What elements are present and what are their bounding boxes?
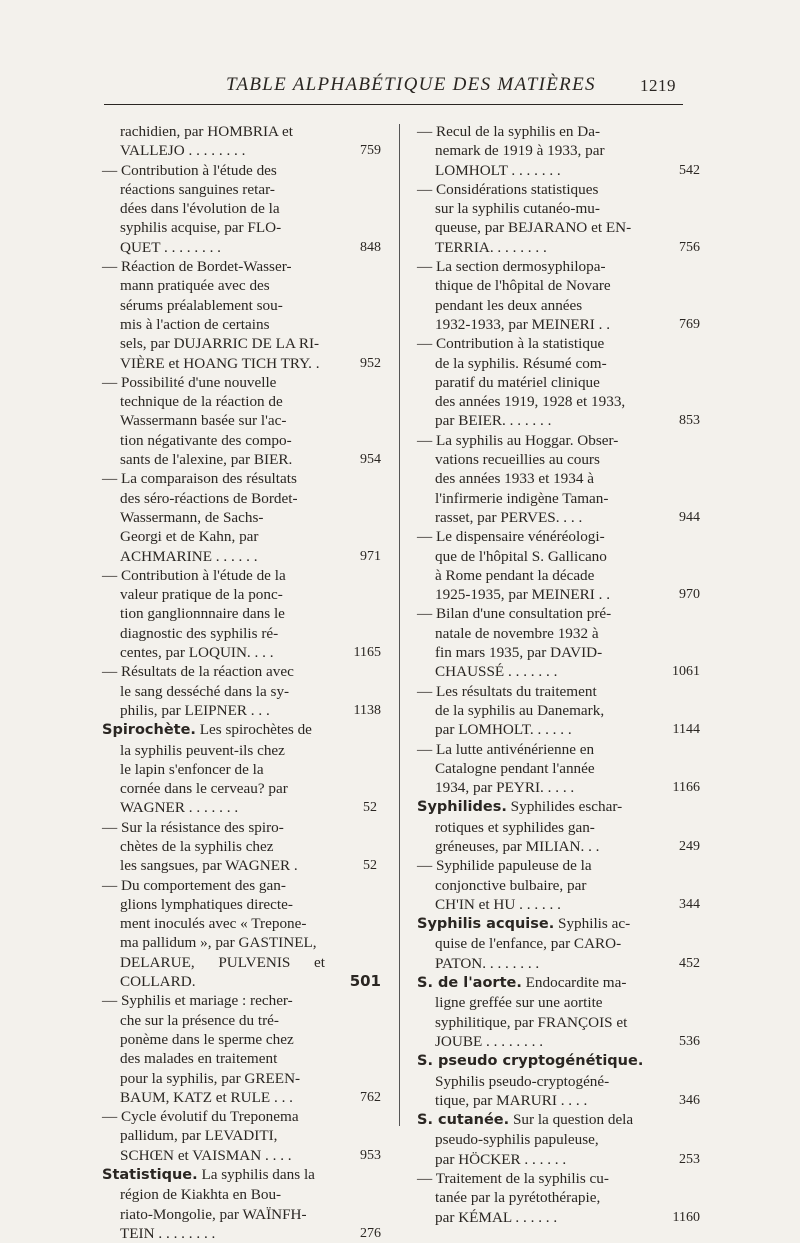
entry-page-number: 953 [360, 1147, 381, 1163]
entry-text: Syphilides eschar- rotiques et syphilides gan- gréneuses, par MILIAN. . . [435, 798, 623, 855]
entry-text: — Résultats de la réaction avec le sang desséché dans la sy- philis, par LEIPNER . . . [102, 663, 294, 719]
index-entry [417, 740, 700, 798]
running-title: TABLE ALPHABÉTIQUE DES MATIÈRES [226, 74, 596, 95]
index-entry [417, 122, 700, 180]
index-entry [417, 1110, 700, 1169]
index-entry [102, 662, 387, 720]
entry-heading: S. cutanée. [417, 1112, 510, 1129]
entry-page-number: 759 [360, 143, 381, 159]
entry-page-number: 954 [360, 452, 381, 468]
entry-text: — Du comportement des gan- glions lymphatiques directe- ment inoculés avec « Trepone- ma pallidum », par GASTINEL, DELARUE, PULVENIS et COLLARD. [102, 876, 325, 991]
index-entry [417, 180, 700, 257]
entry-text: — Syphilis et mariage : recher- che sur la présence du tré- ponème dans le sperme chez des malades en traitement pour la syphilis, par GREEN- BAUM, KATZ et RULE . . . [102, 992, 301, 1106]
entry-text: — Recul de la syphilis en Da- nemark de 1919 à 1933, par LOMHOLT . . . . . . . [417, 123, 605, 179]
index-entry [102, 257, 387, 373]
entry-page-number: 848 [360, 239, 381, 255]
index-entry [417, 527, 700, 604]
index-entry [417, 1169, 700, 1227]
entry-page-number: 1138 [353, 702, 381, 718]
entry-page-number: 501 [349, 972, 381, 991]
index-entry [102, 469, 387, 565]
entry-text: Les spirochètes de la syphilis peuvent-ils chez le lapin s'enfoncer de la cornée dans le cerveau? par WAGNER . . . . . . . [120, 721, 312, 817]
entry-text: La syphilis dans la région de Kiakhta en Bou- riato-Mongolie, par WAÏNFH- TEIN . . . . . . . . [120, 1166, 315, 1242]
entry-page-number: 1144 [672, 722, 700, 738]
entry-page-number: 536 [679, 1033, 700, 1049]
entry-page-number: 970 [679, 587, 700, 603]
entry-page-number: 1160 [672, 1209, 700, 1225]
entry-text: Syphilis pseudo-cryptogéné- tique, par MARURI . . . . [435, 1072, 610, 1109]
index-entry [417, 257, 700, 334]
index-entry [102, 1107, 387, 1165]
page-number: 1219 [640, 76, 676, 95]
entry-text: — Contribution à l'étude des réactions sanguines retar- dées dans l'évolution de la syphilis acquise, par FLO- QUET . . . . . . . . [102, 161, 282, 256]
index-entry [102, 122, 387, 161]
entry-text: — Cycle évolutif du Treponema pallidum, par LEVADITI, SCHŒN et VAISMAN . . . . [102, 1108, 299, 1164]
entry-page-number: 344 [679, 896, 700, 912]
column-divider [399, 124, 400, 1126]
entry-text: — Le dispensaire vénéréologi- que de l'hôpital S. Gallicano à Rome pendant la décade 1925-1935, par MEINERI . . [417, 528, 611, 604]
entry-text: — La section dermosyphilopa- thique de l'hôpital de Novare pendant les deux années 1932-1933, par MEINERI . . [417, 258, 611, 333]
entry-text: — Sur la résistance des spiro- chètes de la syphilis chez les sangsues, par WAGNER . [102, 818, 298, 875]
entry-page-number: 853 [679, 413, 700, 429]
right-column [417, 122, 700, 1227]
entry-text: — La comparaison des résultats des séro-réactions de Bordet- Wassermann, de Sachs- Georgi et de Kahn, par ACHMARINE . . . . . . [102, 470, 298, 565]
index-entry [417, 797, 700, 856]
entry-page-number: 756 [679, 239, 700, 255]
index-entry [102, 161, 387, 257]
index-entry [417, 856, 700, 914]
index-entry [102, 373, 387, 469]
index-entry: — Sur la résistance des spiro- chètes de la syphilis chez les sangsues, par WAGNER . 52 [102, 818, 377, 875]
entry-text: Syphilis ac- quise de l'enfance, par CARO- PATON. . . . . . . . [435, 915, 631, 972]
index-entry [417, 973, 700, 1051]
entry-text: — Contribution à la statistique de la syphilis. Résumé com- paratif du matériel clinique des années 1919, 1928 et 1933, par BEIER. . . . . . . [417, 335, 626, 430]
entry-page-number: 769 [679, 316, 700, 332]
entry-text: Sur la question dela pseudo-syphilis papuleuse, par HÖCKER . . . . . . [435, 1111, 634, 1168]
index-entry [102, 991, 387, 1107]
entry-page-number: 971 [360, 548, 381, 564]
entry-heading: Spirochète. [102, 722, 196, 739]
entry-page-number: 1166 [672, 780, 700, 796]
index-entry [102, 876, 387, 992]
entry-heading: S. pseudo cryptogénétique. [417, 1053, 644, 1070]
left-column [102, 122, 387, 1243]
entry-page-number: 1061 [672, 664, 700, 680]
entry-page-number: 952 [360, 355, 381, 371]
entry-text: — Contribution à l'étude de la valeur pratique de la ponc- tion ganglionnnaire dans le diagnostic des syphilis ré- centes, par LOQUIN. . . . [102, 566, 286, 662]
entry-page-number: 452 [679, 955, 700, 971]
entry-page-number: 944 [679, 509, 700, 525]
entry-text: Endocardite ma- ligne greffée sur une aortite syphilitique, par FRANÇOIS et JOUBE . . . . . . . . [435, 974, 628, 1050]
entry-text: — La syphilis au Hoggar. Obser- vations recueillies au cours des années 1933 et 1934 à l'infirmerie indigène Taman- rasset, par PERVES. . . . [417, 431, 619, 526]
entry-page-number: 253 [679, 1151, 700, 1167]
entry-heading: Syphilis acquise. [417, 916, 555, 933]
entry-page-number: 542 [679, 162, 700, 178]
entry-text: — Réaction de Bordet-Wasser- mann pratiquée avec des sérums préalablement sou- mis à l'action de certains sels, par DUJARRIC DE LA RI- VIÈRE et HOANG TICH TRY. . [102, 258, 320, 372]
index-entry [417, 431, 700, 527]
entry-text: — La lutte antivénérienne en Catalogne pendant l'année 1934, par PEYRI. . . . . [417, 740, 595, 797]
index-entry [102, 566, 387, 662]
index-entry [417, 682, 700, 740]
entry-text: — Considérations statistiques sur la syphilis cutanéo-mu- queuse, par BEJARANO et EN- TERRIA. . . . . . . . [417, 180, 632, 256]
entry-text: rachidien, par HOMBRIA et VALLEJO . . . . . . . . [120, 123, 293, 160]
entry-heading: Statistique. [102, 1167, 198, 1184]
index-entry [102, 1165, 387, 1243]
entry-text: — Syphilide papuleuse de la conjonctive bulbaire, par CH'IN et HU . . . . . . [417, 857, 592, 913]
entry-text: — Traitement de la syphilis cu- tanée par la pyrétothérapie, par KÉMAL . . . . . . [417, 1170, 609, 1226]
entry-heading: S. de l'aorte. [417, 975, 522, 992]
index-entry [417, 914, 700, 973]
entry-text: — Les résultats du traitement de la syphilis au Danemark, par LOMHOLT. . . . . . [417, 682, 605, 739]
entry-heading: Syphilides. [417, 799, 507, 816]
entry-text: — Bilan d'une consultation pré- natale de novembre 1932 à fin mars 1935, par DAVID- CHAUSSÉ . . . . . . . [417, 605, 612, 681]
entry-page-number: 276 [360, 1225, 381, 1241]
index-entry [417, 334, 700, 430]
entry-page-number: 346 [679, 1092, 700, 1108]
entry-page-number: 762 [360, 1089, 381, 1105]
entry-page-number: 1165 [353, 645, 381, 661]
index-entry: Spirochète. Les spirochètes de la syphilis peuvent-ils chez le lapin s'enfoncer de la cornée dans le cerveau? par WAGNER . . . . . . . 52 [102, 721, 377, 817]
index-entry [417, 1051, 700, 1110]
entry-text: — Possibilité d'une nouvelle technique de la réaction de Wassermann basée sur l'ac- tion négativante des compo- sants de l'alexine, par BIER. [102, 373, 293, 469]
entry-page-number: 249 [679, 838, 700, 854]
index-entry [417, 604, 700, 681]
page-header [0, 74, 800, 104]
header-rule [104, 104, 683, 105]
